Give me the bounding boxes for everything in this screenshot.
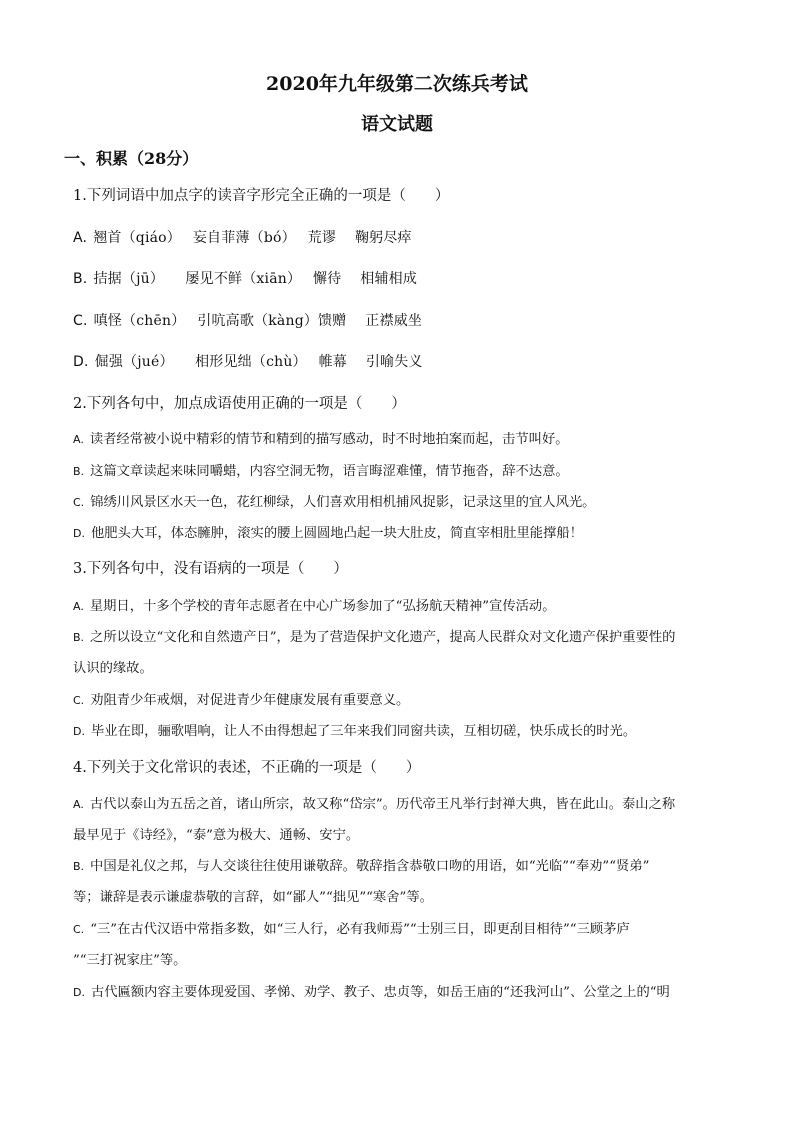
option-text: 嗔怪（chēn） 引吭高歌（kàng）馈赠 正襟威坐 bbox=[93, 313, 423, 329]
question-4-option-c bbox=[73, 923, 630, 936]
question-2-option-b bbox=[73, 465, 569, 478]
question-1-option-d bbox=[73, 355, 423, 369]
question-4-option-d bbox=[73, 986, 670, 999]
question-1-option-b bbox=[73, 272, 417, 286]
option-letter: A. bbox=[73, 230, 88, 246]
question-2-option-a bbox=[73, 433, 569, 446]
option-letter: C. bbox=[73, 694, 85, 707]
question-4-option-c-continued: ”“三打祝家庄”等。 bbox=[73, 953, 187, 968]
option-text: 劝阻青少年戒烟，对促进青少年健康发展有重要意义。 bbox=[90, 693, 410, 708]
question-3-option-b bbox=[73, 631, 675, 644]
option-letter: A. bbox=[73, 433, 84, 446]
option-text: 毕业在即，骊歌唱响，让人不由得想起了三年来我们同窗共读，互相切磋，快乐成长的时光。 bbox=[90, 724, 637, 739]
option-letter: C. bbox=[73, 496, 85, 509]
option-text: 翘首（qiáo） 妄自菲薄（bó） 荒谬 鞠躬尽瘁 bbox=[93, 230, 412, 246]
option-letter: D. bbox=[73, 725, 85, 738]
option-letter: D. bbox=[73, 986, 85, 999]
question-1-stem: 1.下列词语中加点字的读音字形完全正确的一项是（ ） bbox=[73, 188, 450, 204]
question-3-stem: 3.下列各句中，没有语病的一项是（ ） bbox=[73, 561, 348, 577]
question-4-option-a-continued: 最早见于《诗经》，“泰”意为极大、通畅、安宁。 bbox=[73, 828, 360, 843]
option-letter: A. bbox=[73, 600, 84, 613]
option-text: 之所以设立“文化和自然遗产日”，是为了营造保护文化遗产，提高人民群众对文化遗产保护重要性的 bbox=[90, 630, 676, 645]
option-letter: A. bbox=[73, 798, 84, 811]
section-heading: 一、积累（28分） bbox=[64, 149, 199, 168]
question-3-option-a bbox=[73, 600, 556, 613]
question-2-option-c bbox=[73, 496, 595, 509]
question-2-option-d bbox=[73, 527, 583, 540]
option-letter: B. bbox=[73, 271, 88, 287]
option-letter: C. bbox=[73, 923, 85, 936]
option-text: 古代以泰山为五岳之首，诸山所宗，故又称“岱宗”。历代帝王凡举行封禅大典，皆在此山。泰山之称 bbox=[89, 797, 676, 812]
question-1-option-c bbox=[73, 314, 422, 328]
option-letter: B. bbox=[73, 860, 85, 873]
option-text: 倔强（jué） 相形见绌（chù） 帷幕 引喻失义 bbox=[94, 354, 423, 370]
question-4-option-b bbox=[73, 860, 649, 873]
option-text: 读者经常被小说中精彩的情节和精到的描写感动，时不时地拍案而起，击节叫好。 bbox=[89, 432, 569, 447]
option-text: 古代匾额内容主要体现爱国、孝悌、劝学、教子、忠贞等，如岳王庙的“还我河山”、公堂之上的“明 bbox=[90, 985, 670, 1000]
option-text: 拮据（jū） 屡见不鲜（xiān） 懈待 相辅相成 bbox=[93, 271, 418, 287]
option-letter: C. bbox=[73, 313, 88, 329]
question-3-option-d bbox=[73, 725, 636, 738]
option-letter: D. bbox=[73, 354, 89, 370]
question-4-option-a bbox=[73, 798, 675, 811]
option-letter: B. bbox=[73, 465, 85, 478]
option-text: 这篇文章读起来味同嚼蜡，内容空洞无物，语言晦涩难懂，情节拖沓，辞不达意。 bbox=[90, 464, 569, 479]
question-1-option-a bbox=[73, 231, 412, 245]
option-text: “三”在古代汉语中常指多数，如“三人行，必有我师焉”“士别三日，即更刮目相待”“三顾茅庐 bbox=[90, 922, 630, 937]
option-text: 星期日，十多个学校的青年志愿者在中心广场参加了“弘扬航天精神”宣传活动。 bbox=[89, 599, 556, 614]
question-3-option-c bbox=[73, 694, 409, 707]
question-4-stem: 4.下列关于文化常识的表述，不正确的一项是（ ） bbox=[73, 760, 421, 776]
exam-title: 2020年九年级第二次练兵考试 bbox=[266, 73, 528, 95]
question-4-option-b-continued: 等；谦辞是表示谦虚恭敬的言辞，如“鄙人”“拙见”“寒舍”等。 bbox=[73, 890, 433, 905]
option-text: 他肥头大耳，体态臃肿，滚实的腰上圆圆地凸起一块大肚皮，简直宰相肚里能撑船！ bbox=[90, 526, 583, 541]
option-letter: B. bbox=[73, 631, 85, 644]
question-3-option-b-continued: 认识的缘故。 bbox=[73, 661, 153, 676]
option-text: 中国是礼仪之邦，与人交谈往往使用谦敬辞。敬辞指含恭敬口吻的用语，如“光临”“奉劝”“贤弟” bbox=[90, 859, 650, 874]
option-letter: D. bbox=[73, 527, 85, 540]
question-2-stem: 2.下列各句中，加点成语使用正确的一项是（ ） bbox=[73, 396, 406, 412]
exam-subtitle: 语文试题 bbox=[361, 114, 433, 135]
option-text: 锦绣川风景区水天一色，花红柳绿，人们喜欢用相机捕风捉影，记录这里的宜人风光。 bbox=[90, 495, 596, 510]
